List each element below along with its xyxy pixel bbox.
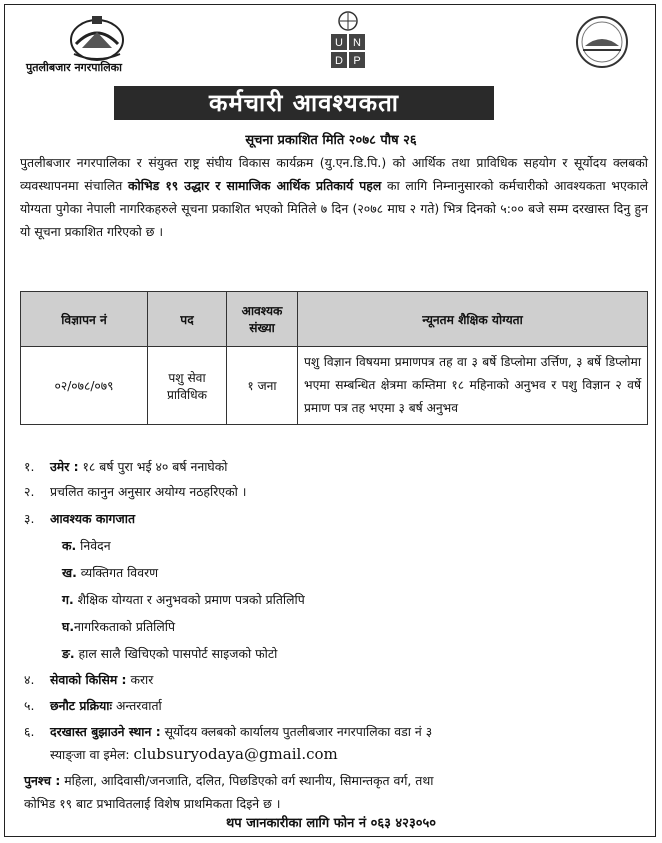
col-post: पद — [148, 292, 227, 347]
svg-text:U: U — [335, 37, 343, 49]
list-item: ४. सेवाको किसिम : करार — [24, 672, 154, 687]
vacancy-table — [20, 291, 648, 425]
document-item: ग. शैक्षिक योग्यता र अनुभवको प्रमाण पत्रको प्रतिलिपि — [62, 592, 305, 607]
document-item: घ.नागरिकताको प्रतिलिपि — [62, 619, 176, 634]
col-ad-no: विज्ञापन नं — [21, 292, 148, 347]
notice-date: सूचना प्रकाशित मिति २०७८ पौष २६ — [245, 133, 417, 148]
svg-text:N: N — [353, 37, 361, 49]
undp-logo-icon — [329, 10, 367, 72]
col-qualification: न्यूनतम शैक्षिक योग्यता — [298, 292, 648, 347]
postscript: पुनश्च : महिला, आदिवासी/जनजाति, दलित, पिछडिएको वर्ग स्थानीय, सिमान्तकृत वर्ग, तथा — [24, 773, 434, 788]
list-item: २. प्रचलित कानुन अनुसार अयोग्य नठहरिएको । — [24, 484, 247, 499]
col-count: आवश्यक संख्या — [227, 292, 298, 347]
suryodaya-club-logo-icon — [567, 14, 637, 70]
intro-paragraph: पुतलीबजार नगरपालिका र संयुक्त राष्ट्र संघीय विकास कार्यक्रम (यु.एन.डि.पि.) को आर्थिक तथा प्राविधिक सहयोग र सूर्योदय क्लबको व्यवस्थापनमा संचालित कोभिड १९ उद्धार र सामाजिक आर्थिक प्रतिकार्य पहल का लागि निम्नानुसारको कर्मचारीको आवश्यकता भएकाले योग्यता पुगेका नेपाली नागरिकहरुले सूचना प्रकाशित भएको मितिले ७ दिन (२०७८ माघ २ गते) भित्र दिनको ५:०० बजे सम्म दरखास्त दिनु हुन यो सूचना प्रकाशित गरिएको छ । — [20, 155, 648, 239]
list-item: ६. दरखास्त बुझाउने स्थान : सूर्योदय क्लबको कार्यालय पुतलीबजार नगरपालिका वडा नं ३ — [24, 724, 433, 739]
table-row — [21, 347, 648, 425]
list-item: ५. छनौट प्रक्रियाः अन्तरवार्ता — [24, 698, 162, 713]
municipality-emblem-icon — [62, 14, 132, 64]
list-item-continued: स्याङ्जा वा इमेल: clubsuryodaya@gmail.com — [50, 745, 338, 763]
postscript-continued: कोभिड १९ बाट प्रभावितलाई विशेष प्राथमिकता दिइने छ । — [24, 796, 281, 811]
cell-post: पशु सेवा प्राविधिक — [148, 347, 227, 425]
page-title: कर्मचारी आवश्यकता — [114, 86, 494, 120]
table-header-row — [21, 292, 648, 347]
svg-text:D: D — [335, 55, 343, 67]
svg-text:P: P — [353, 55, 361, 67]
document-item: क. निवेदन — [62, 538, 111, 553]
cell-qualification: पशु विज्ञान विषयमा प्रमाणपत्र तह वा ३ बर्षे डिप्लोमा उर्त्तिण, ३ बर्षे डिप्लोमा भएमा सम्बन्धित क्षेत्रमा कम्तिमा १८ महिनाको अनुभव र पशु विज्ञान २ वर्षे प्रमाण पत्र तह भएमा ३ बर्ष अनुभव — [298, 347, 648, 425]
list-item: ३. आवश्यक कागजात — [24, 511, 136, 526]
contact-footer: थप जानकारीका लागि फोन नं ०६३ ४२३०५० — [226, 816, 436, 831]
cell-ad-no: ०२/०७८/०७९ — [21, 347, 148, 425]
document-item: ङ. हाल सालै खिचिएको पासपोर्ट साइजको फोटो — [62, 646, 278, 661]
program-name: कोभिड १९ उद्धार र सामाजिक आर्थिक प्रतिकार्य पहल — [128, 178, 382, 193]
municipality-name: पुतलीबजार नगरपालिका — [26, 61, 122, 74]
document-item: ख. व्यक्तिगत विवरण — [62, 565, 159, 580]
list-item: १. उमेर : १८ बर्ष पुरा भई ४० बर्ष ननाघेको — [24, 459, 228, 474]
cell-count: १ जना — [227, 347, 298, 425]
email-link[interactable]: clubsuryodaya@gmail.com — [133, 745, 338, 763]
